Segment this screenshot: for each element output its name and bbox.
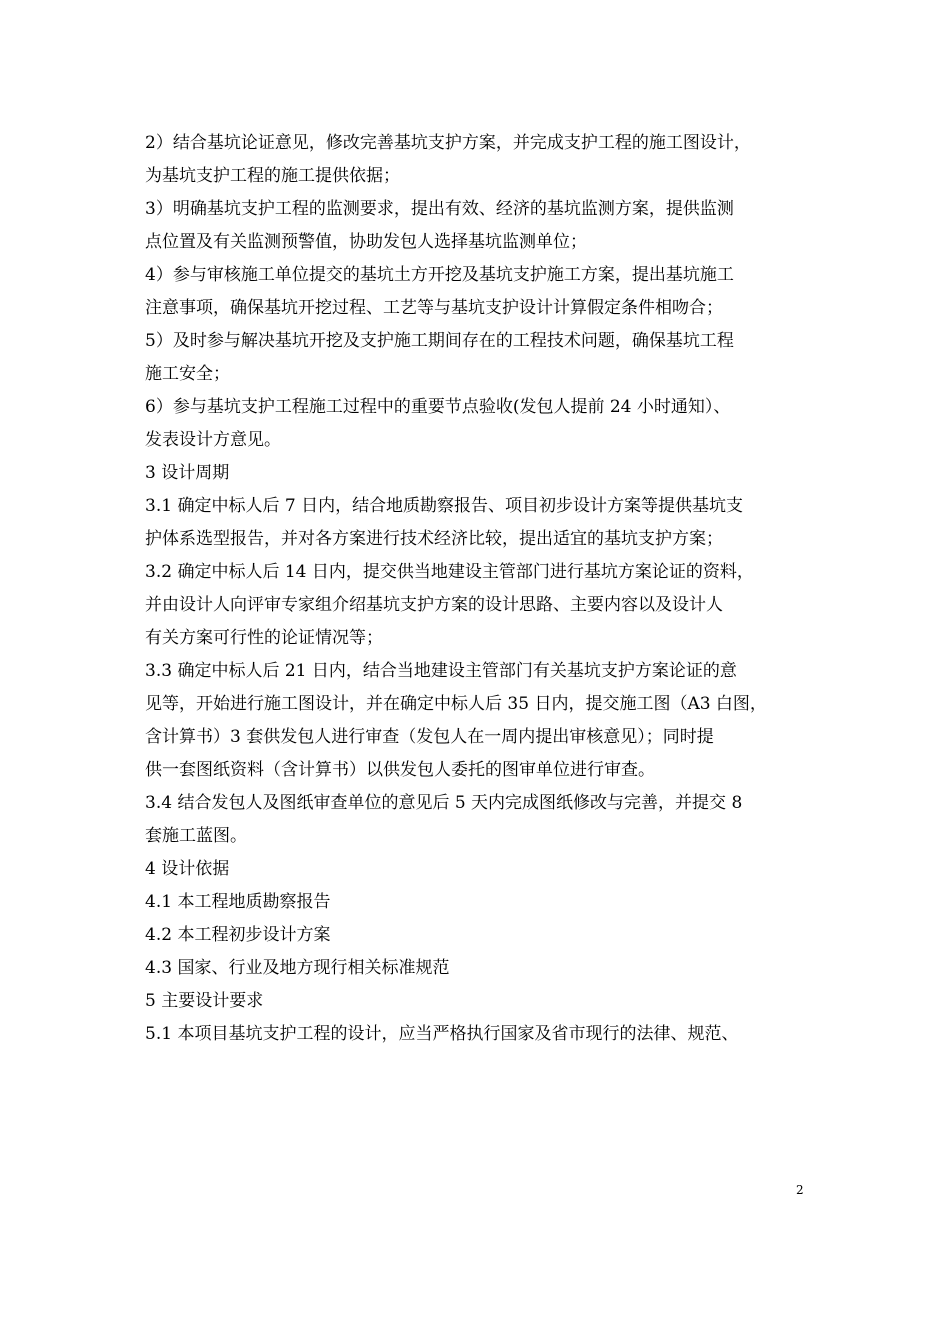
text-line-7: 5）及时参与解决基坑开挖及支护施工期间存在的工程技术问题，确保基坑工程: [145, 331, 734, 351]
text-line-20: 供一套图纸资料（含计算书）以供发包人委托的图审单位进行审查。: [145, 760, 655, 780]
text-line-24: 4.1 本工程地质勘察报告: [145, 892, 331, 912]
text-line-3: 3）明确基坑支护工程的监测要求，提出有效、经济的基坑监测方案，提供监测: [145, 199, 734, 219]
text-line-1: 2）结合基坑论证意见，修改完善基坑支护方案，并完成支护工程的施工图设计，: [145, 133, 751, 153]
text-line-9: 6）参与基坑支护工程施工过程中的重要节点验收(发包人提前 24 小时通知）、: [145, 397, 731, 417]
text-line-5: 4）参与审核施工单位提交的基坑土方开挖及基坑支护施工方案，提出基坑施工: [145, 265, 734, 285]
section-heading-5: 5 主要设计要求: [145, 991, 264, 1011]
text-line-21: 3.4 结合发包人及图纸审查单位的意见后 5 天内完成图纸修改与完善，并提交 8: [145, 793, 743, 813]
text-line-19: 含计算书）3 套供发包人进行审查（发包人在一周内提出审核意见）；同时提: [145, 727, 714, 747]
text-line-10: 发表设计方意见。: [145, 430, 281, 450]
text-line-12: 3.1 确定中标人后 7 日内，结合地质勘察报告、项目初步设计方案等提供基坑支: [145, 496, 744, 516]
text-line-13: 护体系选型报告，并对各方案进行技术经济比较，提出适宜的基坑支护方案；: [145, 529, 723, 549]
text-line-18: 见等，开始进行施工图设计，并在确定中标人后 35 日内，提交施工图（A3 白图，: [145, 694, 767, 714]
text-line-17: 3.3 确定中标人后 21 日内，结合当地建设主管部门有关基坑支护方案论证的意: [145, 661, 737, 681]
section-heading-4: 4 设计依据: [145, 859, 230, 879]
text-line-16: 有关方案可行性的论证情况等；: [145, 628, 383, 648]
text-line-28: 5.1 本项目基坑支护工程的设计，应当严格执行国家及省市现行的法律、规范、: [145, 1024, 739, 1044]
text-line-15: 并由设计人向评审专家组介绍基坑支护方案的设计思路、主要内容以及设计人: [145, 595, 723, 615]
text-line-8: 施工安全；: [145, 364, 230, 384]
text-line-2: 为基坑支护工程的施工提供依据；: [145, 166, 400, 186]
text-line-25: 4.2 本工程初步设计方案: [145, 925, 331, 945]
section-heading-3: 3 设计周期: [145, 463, 230, 483]
document-body: [145, 127, 845, 1051]
text-line-4: 点位置及有关监测预警值，协助发包人选择基坑监测单位；: [145, 232, 587, 252]
text-line-14: 3.2 确定中标人后 14 日内，提交供当地建设主管部门进行基坑方案论证的资料，: [145, 562, 754, 582]
text-line-6: 注意事项，确保基坑开挖过程、工艺等与基坑支护设计计算假定条件相吻合；: [145, 298, 723, 318]
text-line-22: 套施工蓝图。: [145, 826, 247, 846]
text-line-26: 4.3 国家、行业及地方现行相关标准规范: [145, 958, 450, 978]
page-number: 2: [796, 1183, 804, 1197]
